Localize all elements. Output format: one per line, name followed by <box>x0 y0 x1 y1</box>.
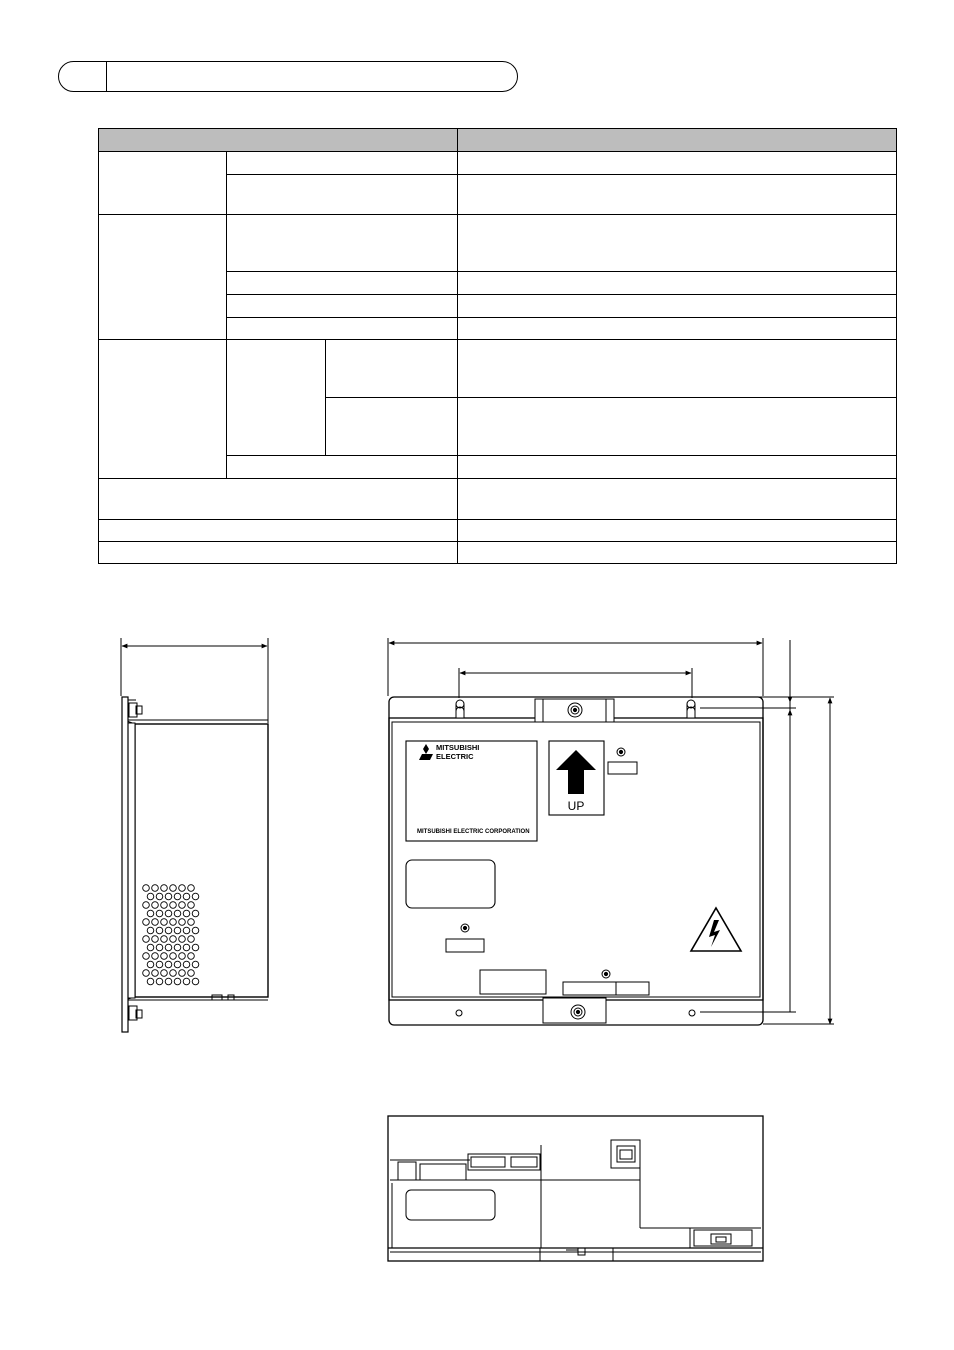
up-text: UP <box>567 799 585 813</box>
vent-hole <box>161 936 168 943</box>
vent-hole <box>152 970 159 977</box>
vent-hole <box>156 910 163 917</box>
vent-hole <box>161 919 168 926</box>
corporation-text: MITSUBISHI ELECTRIC CORPORATION <box>417 829 530 835</box>
vent-holes <box>143 885 199 985</box>
vent-hole <box>165 893 172 900</box>
vent-hole <box>179 953 186 960</box>
vent-hole <box>192 927 199 934</box>
vent-hole <box>188 970 195 977</box>
vent-hole <box>143 902 150 909</box>
vent-hole <box>192 961 199 968</box>
vent-hole <box>147 978 154 985</box>
vent-hole <box>188 885 195 892</box>
vent-hole <box>143 936 150 943</box>
vent-hole <box>156 978 163 985</box>
ethernet-port <box>611 1140 640 1168</box>
vent-hole <box>143 970 150 977</box>
brand-line-1: MITSUBISHI <box>436 743 480 752</box>
vent-hole <box>147 961 154 968</box>
vent-hole <box>188 902 195 909</box>
vent-hole <box>170 953 177 960</box>
vent-hole <box>161 902 168 909</box>
vent-hole <box>183 893 190 900</box>
vent-hole <box>165 910 172 917</box>
vent-hole <box>192 910 199 917</box>
connector <box>398 1162 416 1180</box>
vent-hole <box>143 919 150 926</box>
vent-hole <box>152 919 159 926</box>
vent-hole <box>188 919 195 926</box>
vent-hole <box>179 919 186 926</box>
vent-hole <box>165 944 172 951</box>
vent-hole <box>156 927 163 934</box>
vent-hole <box>192 893 199 900</box>
vent-hole <box>183 978 190 985</box>
vent-hole <box>143 953 150 960</box>
up-arrow-icon <box>556 750 596 794</box>
vent-hole <box>183 927 190 934</box>
vent-hole <box>174 927 181 934</box>
vent-hole <box>174 893 181 900</box>
vent-hole <box>165 927 172 934</box>
vent-hole <box>165 961 172 968</box>
vent-hole <box>156 961 163 968</box>
vent-hole <box>174 910 181 917</box>
brand-line-2: ELECTRIC <box>436 752 474 761</box>
vent-hole <box>188 953 195 960</box>
vent-hole <box>183 961 190 968</box>
bottom-enclosure <box>388 1116 763 1261</box>
vent-hole <box>147 927 154 934</box>
vent-hole <box>170 902 177 909</box>
vent-hole <box>147 944 154 951</box>
vent-hole <box>183 910 190 917</box>
vent-hole <box>152 902 159 909</box>
vent-hole <box>174 961 181 968</box>
vent-hole <box>170 970 177 977</box>
vent-hole <box>143 885 150 892</box>
vent-hole <box>156 944 163 951</box>
high-voltage-warning-icon <box>691 908 741 951</box>
connector <box>468 1154 540 1170</box>
vent-hole <box>170 919 177 926</box>
vent-hole <box>188 936 195 943</box>
vent-hole <box>192 978 199 985</box>
vent-hole <box>179 936 186 943</box>
vent-hole <box>174 978 181 985</box>
bottom-view <box>388 1116 763 1261</box>
vent-hole <box>174 944 181 951</box>
vent-hole <box>179 885 186 892</box>
vent-hole <box>147 893 154 900</box>
vent-hole <box>170 936 177 943</box>
connector <box>420 1164 466 1180</box>
vent-hole <box>179 970 186 977</box>
vent-hole <box>161 970 168 977</box>
mitsubishi-logo-icon <box>419 744 433 760</box>
vent-hole <box>192 944 199 951</box>
vent-hole <box>161 885 168 892</box>
vent-hole <box>152 953 159 960</box>
vent-hole <box>183 944 190 951</box>
vent-hole <box>161 953 168 960</box>
vent-hole <box>165 978 172 985</box>
vent-hole <box>152 885 159 892</box>
vent-hole <box>179 902 186 909</box>
label-area <box>406 860 495 908</box>
vent-hole <box>170 885 177 892</box>
vent-hole <box>156 893 163 900</box>
vent-hole <box>147 910 154 917</box>
vent-hole <box>152 936 159 943</box>
bottom-label-area <box>406 1190 495 1220</box>
